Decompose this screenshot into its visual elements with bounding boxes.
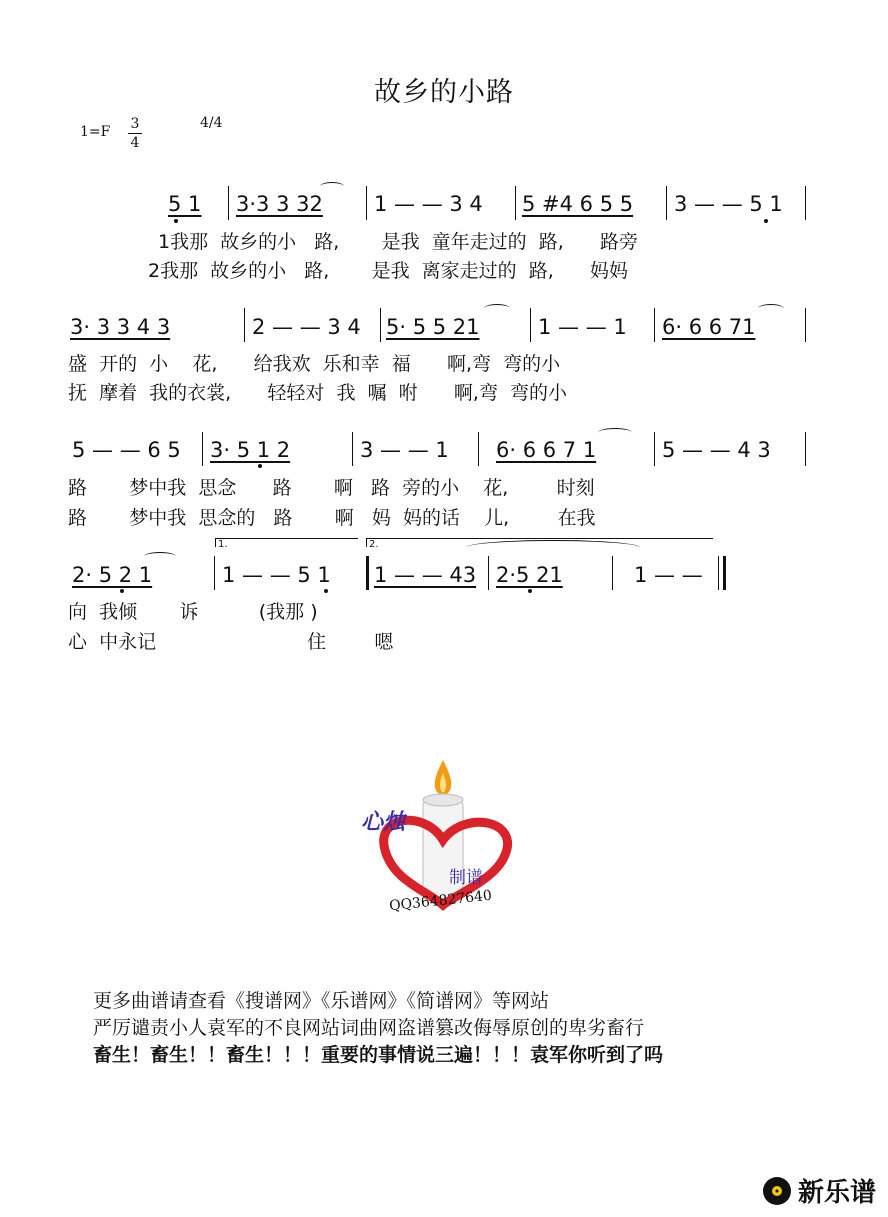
candle-logo [345,755,535,925]
measure: 3· 3 3 4 3 [70,315,171,339]
barline [654,432,655,466]
barline [515,186,516,220]
barline [228,186,229,220]
lyric-verse-1: 向 我倾 诉 (我那 ) [68,601,318,623]
low-octave-dot [528,589,532,593]
barline [718,556,719,590]
barline [488,556,489,590]
measure: 3 — — 5 1 [674,192,783,216]
brand-name: 新乐谱 [797,1178,876,1208]
final-barline [723,556,726,590]
time-signature-denominator: 4 [130,135,140,151]
measure: 2 — — 3 4 [252,315,361,339]
slur [466,540,640,555]
measure: 1 — — 43 [374,563,477,587]
lyric-verse-1: 盛 开的 小 花, 给我欢 乐和幸 福 啊,弯 弯的小 [68,353,561,375]
low-octave-dot [324,589,328,593]
measure: 1 — — 5 1 [222,563,331,587]
measure: 1 — — [634,563,703,587]
measure: 2·5 21 [496,563,563,587]
barline [244,308,245,342]
lyric-verse-2: 路 梦中我 思念的 路 啊 妈 妈的话 儿, 在我 [68,507,596,529]
low-octave-dot [258,464,262,468]
measure: 1 — — 3 4 [374,192,483,216]
barline [478,432,479,466]
tie [144,552,176,561]
lyric-verse-2: 抚 摩着 我的衣裳, 轻轻对 我 嘱 咐 啊,弯 弯的小 [68,382,568,404]
time-signature-numerator: 3 [130,116,140,132]
barline [380,308,381,342]
first-ending [215,538,358,550]
time-signature [128,115,142,152]
measure: 5 1 [168,192,202,216]
measure: 3 — — 1 [360,438,449,462]
tie [484,304,510,313]
song-title: 故乡的小路 [374,77,514,108]
barline [805,186,806,220]
measure: 5 — — 4 3 [662,438,771,462]
barline [805,432,806,466]
notice-line-1: 更多曲谱请查看《搜谱网》《乐谱网》《简谱网》等网站 [93,990,550,1012]
notice-line-3: 畜生！畜生！！畜生！！！重要的事情说三遍！！！袁军你听到了吗 [93,1044,664,1066]
lyric-verse-1: 1我那 故乡的小 路, 是我 童年走过的 路, 路旁 [158,231,639,253]
barline [366,186,367,220]
barline [352,432,353,466]
measure: 6· 6 6 7 1 [496,438,597,462]
tie [758,304,784,313]
vinyl-icon [762,1176,792,1206]
lyric-verse-2: 2我那 故乡的小 路, 是我 离家走过的 路, 妈妈 [148,260,629,282]
repeat-barline [366,556,369,590]
measure: 3· 5 1 2 [210,438,291,462]
measure: 2· 5 2 1 [72,563,153,587]
low-octave-dot [174,219,178,223]
barline [214,556,215,590]
measure: 5· 5 5 21 [386,315,480,339]
barline [202,432,203,466]
barline [805,308,806,342]
barline [666,186,667,220]
barline [530,308,531,342]
barline [654,308,655,342]
first-ending-label: 1. [218,539,228,550]
logo-text: 心烛 [361,810,406,835]
logo-subtext: 制谱 [449,868,483,888]
alt-time-signature: 4/4 [200,115,223,131]
second-ending-label: 2. [369,539,379,550]
tie [598,428,632,437]
measure: 6· 6 6 71 [662,315,756,339]
lyric-verse-2: 心 中永记 住 嗯 [68,631,394,653]
measure: 3·3 3 32 [236,192,323,216]
tie [320,182,344,191]
measure: 1 — — 1 [538,315,627,339]
barline [612,556,613,590]
low-octave-dot [120,589,124,593]
lyric-verse-1: 路 梦中我 思念 路 啊 路 旁的小 花, 时刻 [68,477,595,499]
key-signature: 1=F [80,124,111,140]
measure: 5 #4 6 5 5 [522,192,634,216]
notice-line-2: 严厉谴责小人袁军的不良网站词曲网盗谱篡改侮辱原创的卑劣畜行 [93,1017,645,1039]
measure: 5 — — 6 5 [72,438,181,462]
logo-qq: QQ364827640 [388,887,493,915]
brand-logo [762,1172,876,1209]
low-octave-dot [764,219,768,223]
